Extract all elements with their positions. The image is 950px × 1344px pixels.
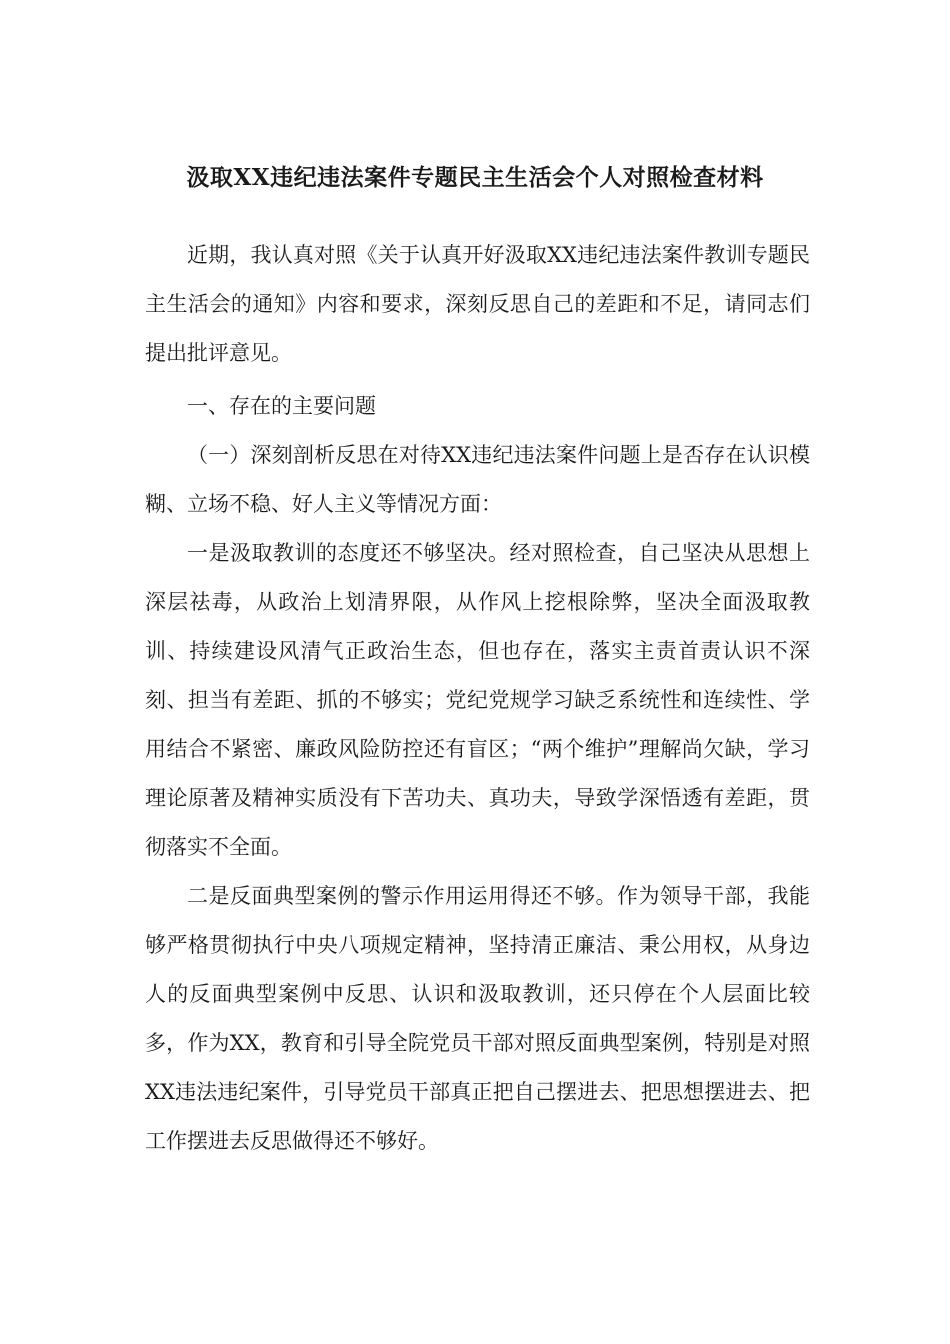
- section-heading: 一、存在的主要问题: [187, 394, 376, 418]
- document-title: 汲取XX违纪违法案件专题民主生活会个人对照检查材料: [186, 164, 764, 191]
- point-two-paragraph: 二是反面典型案例的警示作用运用得还不够。作为领导干部，我能够严格贯彻执行中央八项规定精神，坚持清正廉洁、秉公用权，从身边人的反面典型案例中反思、认识和汲取教训，还只停在个人层面比较多，作为XX，教育和引导全院党员干部对照反面典型案例，特别是对照XX违法违纪案件，引导党员干部真正把自己摆进去、把思想摆进去、把工作摆进去反思做得还不够好。: [145, 884, 810, 1153]
- subsection-heading: （一）深刻剖析反思在对待XX违纪违法案件问题上是否存在认识模糊、立场不稳、好人主义等情况方面：: [145, 443, 810, 516]
- document-body: [145, 231, 810, 1166]
- point-one-paragraph: 一是汲取教训的态度还不够坚决。经对照检查，自己坚决从思想上深层祛毒，从政治上划清界限，从作风上挖根除弊，坚决全面汲取教训、持续建设风清气正政治生态，但也存在，落实主责首责认识不深刻、担当有差距、抓的不够实；党纪党规学习缺乏系统性和连续性、学用结合不紧密、廉政风险防控还有盲区；“两个维护”理解尚欠缺，学习理论原著及精神实质没有下苦功夫、真功夫，导致学深悟透有差距，贯彻落实不全面。: [145, 541, 810, 859]
- intro-paragraph: 近期，我认真对照《关于认真开好汲取XX违纪违法案件教训专题民主生活会的通知》内容和要求，深刻反思自己的差距和不足，请同志们提出批评意见。: [145, 243, 810, 365]
